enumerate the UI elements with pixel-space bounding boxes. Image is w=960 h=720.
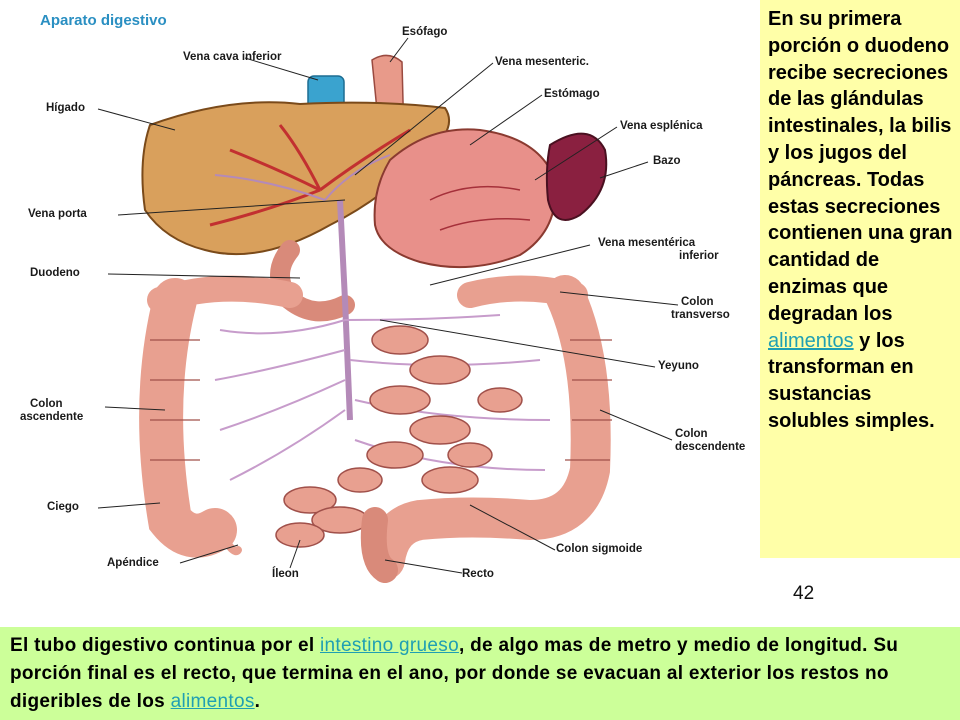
- label-apendice: Apéndice: [107, 557, 159, 569]
- bottom-text-part-3: .: [254, 691, 261, 712]
- side-paragraph: [768, 6, 958, 435]
- stomach-shape: [375, 129, 556, 267]
- page-number: 42: [793, 583, 815, 604]
- label-estomago: Estómago: [544, 88, 600, 100]
- alimentos-link[interactable]: alimentos: [768, 329, 854, 352]
- label-esofago: Esófago: [402, 26, 448, 38]
- label-higado: Hígado: [46, 102, 85, 114]
- label-colon-ascendente-1: Colon: [30, 398, 63, 410]
- label-colon-transverso-2: transverso: [671, 309, 730, 321]
- intestino-grueso-link[interactable]: intestino grueso: [320, 635, 459, 656]
- transverse-colon-shape: [160, 289, 575, 301]
- diagram-title: Aparato digestivo: [40, 12, 167, 29]
- bottom-paragraph: [10, 632, 955, 716]
- label-colon-descendente-2: descendente: [675, 441, 746, 453]
- label-ileon: Íleon: [272, 568, 299, 580]
- label-vena-mesenterica-inf-2: inferior: [679, 250, 719, 262]
- bottom-text-panel: [0, 627, 960, 720]
- rectum-shape: [374, 520, 385, 570]
- label-vena-esplenica: Vena esplénica: [620, 120, 703, 132]
- side-text-part-1: En su primera porción o duodeno recibe secreciones de las glándulas intestinales, la bilis y los jugos del páncreas. Todas estas secreciones contienen una gran cantidad de enzimas que degradan los: [768, 8, 953, 325]
- label-colon-sigmoide: Colon sigmoide: [556, 543, 643, 555]
- label-ciego: Ciego: [47, 501, 79, 513]
- bottom-text-part-2: , de algo mas de metro y medio de longitud. Su porción final es el recto, que termina en el ano, por donde se evacuan al exterior los restos no digeribles de los: [10, 635, 899, 712]
- label-vena-mesenterica-inf-1: Vena mesentérica: [598, 237, 696, 249]
- spleen-shape: [547, 134, 606, 220]
- label-bazo: Bazo: [653, 155, 681, 167]
- ascending-colon-shape: [161, 300, 215, 536]
- label-colon-descendente-1: Colon: [675, 428, 708, 440]
- label-duodeno: Duodeno: [30, 267, 80, 279]
- bottom-text-part-1: El tubo digestivo continua por el: [10, 635, 320, 656]
- label-recto: Recto: [462, 568, 494, 580]
- label-vena-cava: Vena cava inferior: [183, 51, 282, 63]
- label-yeyuno: Yeyuno: [658, 360, 699, 372]
- side-text-panel: [760, 0, 960, 558]
- label-vena-mesenterica-sup: Vena mesenteric.: [495, 56, 589, 68]
- alimentos-link-bottom[interactable]: alimentos: [170, 691, 255, 712]
- label-colon-transverso-1: Colon: [681, 296, 714, 308]
- side-text-part-2: y los transforman en sustancias solubles simples.: [768, 329, 935, 432]
- label-vena-porta: Vena porta: [28, 208, 87, 220]
- label-colon-ascendente-2: ascendente: [20, 411, 84, 423]
